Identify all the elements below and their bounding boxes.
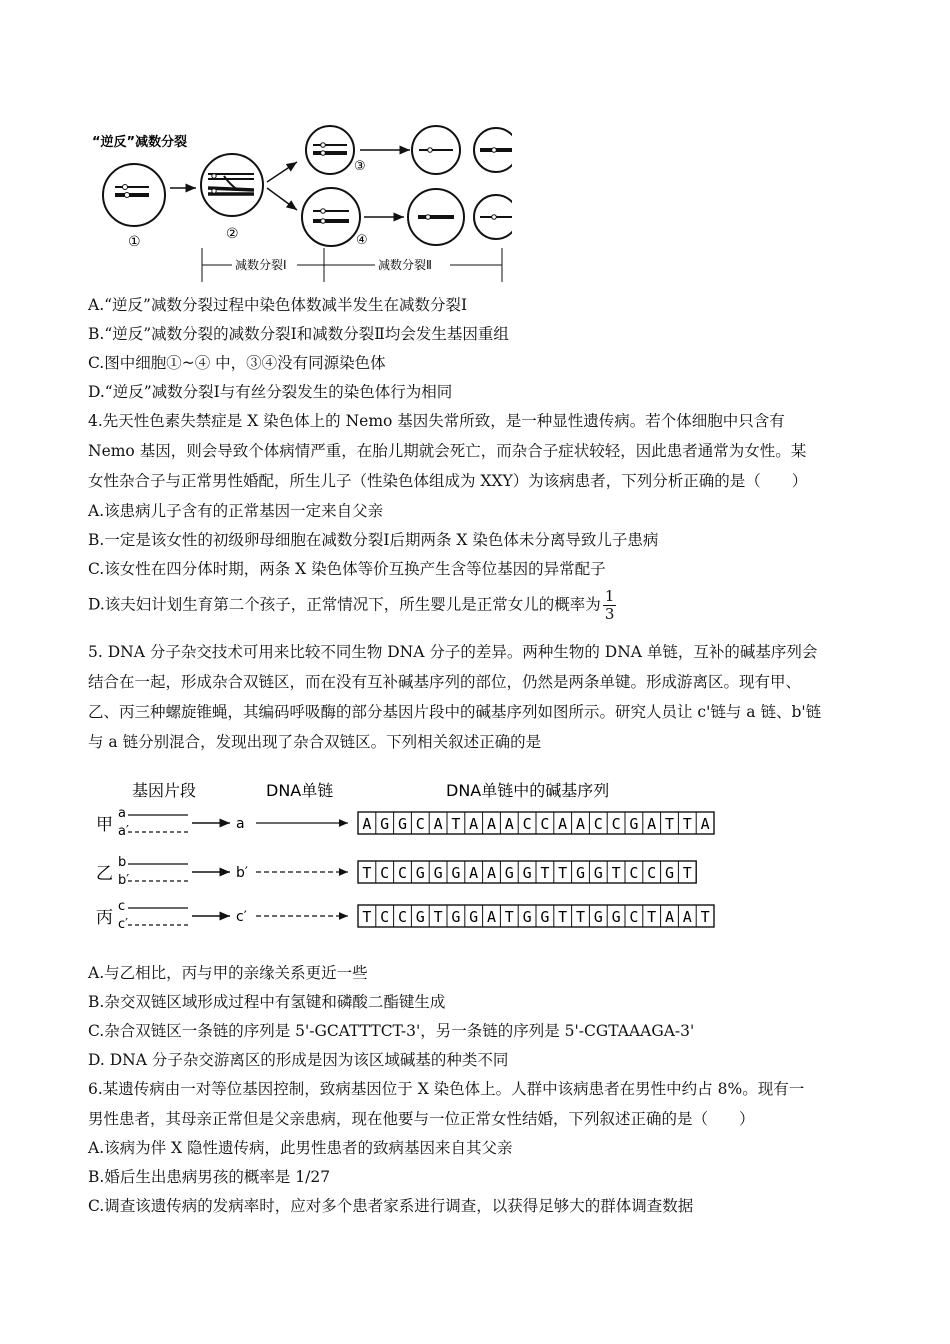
base-cell: C: [647, 864, 657, 882]
daughter-cell-4b: [474, 195, 512, 239]
base-cell: T: [700, 908, 710, 926]
base-cell: T: [558, 864, 568, 882]
base-cell: T: [558, 908, 568, 926]
q5-stem-line-4: 与 a 链分别混合，发现出现了杂合双链区。下列相关叙述正确的是: [88, 733, 542, 751]
q4-stem-line-2: Nemo 基因，则会导致个体病情严重，在胎儿期就会死亡，而杂合子症状较轻，因此患者通常为女性。某: [88, 442, 807, 460]
gene-bottom-strand-label: a′: [118, 824, 129, 839]
base-cell: T: [433, 908, 443, 926]
fraction-one-third: [603, 588, 617, 623]
base-cell: A: [575, 815, 586, 833]
species-label: 乙: [96, 864, 113, 884]
q4-option-a: A.该患病儿子含有的正常基因一定来自父亲: [88, 502, 384, 520]
base-cell: G: [540, 908, 550, 926]
base-cell: C: [629, 864, 639, 882]
base-cell: A: [486, 908, 497, 926]
q4-option-d: [88, 588, 616, 623]
base-cell: T: [451, 815, 461, 833]
gene-bottom-strand-label: c′: [118, 917, 129, 932]
q5-stem-line-2: 结合在一起，形成杂合双链区，而在没有互补碱基序列的部位，仍然是两条单键。形成游离区。现有甲、: [88, 673, 802, 691]
q5-stem-line-3: 乙、丙三种螺旋锥蝇，其编码呼吸酶的部分基因片段中的碱基序列如图所示。研究人员让 c'链与 a 链、b'链: [88, 703, 822, 721]
base-cell: G: [575, 864, 586, 882]
stage-meiosis-2: 减数分裂Ⅱ: [378, 258, 432, 272]
q4-option-b: B.一定是该女性的初级卵母细胞在减数分裂Ⅰ后期两条 X 染色体未分离导致儿子患病: [88, 531, 659, 549]
header-gene-fragment: 基因片段: [132, 781, 197, 800]
q5-option-c: C.杂合双链区一条链的序列是 5'-GCATTTCT-3'，另一条链的序列是 5'-CGTAAAGA-3': [88, 1022, 695, 1040]
base-cell: A: [504, 815, 514, 833]
base-cell: A: [433, 815, 443, 833]
q5-stem-line-1: 5. DNA 分子杂交技术可用来比较不同生物 DNA 分子的差异。两种生物的 DNA 单链，互补的碱基序列会: [88, 643, 818, 661]
base-cell: T: [362, 864, 372, 882]
reverse-meiosis-diagram: [92, 120, 512, 285]
q4-option-d-text: D.该夫妇计划生育第二个孩子，正常情况下，所生婴儿是正常女儿的概率为: [88, 595, 601, 614]
cell-4-label: ④: [356, 233, 368, 248]
base-cell: A: [682, 908, 692, 926]
q6-stem-line-2: 男性患者，其母亲正常但是父亲患病，现在他要与一位正常女性结婚，下列叙述正确的是（ ）: [88, 1110, 755, 1128]
base-cell: G: [593, 908, 603, 926]
gene-top-strand-label: c: [118, 899, 126, 914]
cell-1-label: ①: [128, 234, 141, 250]
strand-name: c′: [236, 909, 247, 925]
base-cell: G: [451, 908, 461, 926]
base-cell: G: [664, 864, 675, 882]
gene-top-strand-label: a: [118, 806, 126, 821]
q4-stem-line-1: 4.先天性色素失禁症是 X 染色体上的 Nemo 基因失常所致，是一种显性遗传病。若个体细胞中只含有: [88, 412, 785, 430]
base-cell: A: [558, 815, 568, 833]
fraction-numerator: 1: [604, 587, 615, 605]
q4-stem-line-3: 女性杂合子与正常男性婚配，所生儿子（性染色体组成为 XXY）为该病患者，下列分析正确的是（ ）: [88, 472, 808, 490]
species-label: 甲: [96, 815, 113, 835]
q4-option-c: C.该女性在四分体时期，两条 X 染色体等价互换产生含等位基因的异常配子: [88, 560, 606, 578]
base-cell: T: [682, 815, 692, 833]
daughter-cell-3a: [412, 126, 460, 174]
q3-option-c: C.图中细胞①~④ 中，③④没有同源染色体: [88, 354, 386, 372]
base-cell: G: [593, 864, 603, 882]
base-cell: A: [486, 815, 497, 833]
base-cell: A: [664, 908, 675, 926]
fraction-denominator: 3: [604, 605, 615, 623]
base-cell: G: [469, 908, 479, 926]
cell-1: [103, 164, 165, 226]
q6-option-a: A.该病为伴 X 隐性遗传病，此男性患者的致病基因来自其父亲: [88, 1139, 513, 1157]
base-cell: G: [522, 864, 532, 882]
dna-sequence-figure: [96, 776, 736, 936]
base-cell: C: [540, 815, 550, 833]
base-cell: T: [664, 815, 675, 833]
header-base-sequence: DNA单链中的碱基序列: [446, 781, 610, 800]
cell-4: [302, 188, 360, 246]
base-cell: A: [469, 815, 479, 833]
base-cell: G: [380, 815, 390, 833]
gene-top-strand-label: b: [118, 855, 127, 870]
cell-2: [201, 154, 263, 216]
q3-option-a: A.“逆反”减数分裂过程中染色体数减半发生在减数分裂Ⅰ: [88, 296, 468, 314]
species-label: 丙: [96, 908, 113, 928]
cell-2-label: ②: [226, 226, 239, 242]
base-cell: C: [593, 815, 603, 833]
base-cell: C: [629, 908, 639, 926]
base-cell: A: [647, 815, 657, 833]
base-cell: G: [504, 864, 514, 882]
base-cell: T: [611, 864, 621, 882]
base-cell: A: [486, 864, 497, 882]
base-cell: G: [415, 908, 425, 926]
stage-meiosis-1: 减数分裂Ⅰ: [235, 258, 287, 272]
cell-3-label: ③: [354, 159, 366, 174]
q6-stem-line-1: 6.某遗传病由一对等位基因控制，致病基因位于 X 染色体上。人群中该病患者在男性中约占 8%。现有一: [88, 1080, 805, 1098]
base-cell: G: [433, 864, 443, 882]
base-cell: C: [415, 815, 425, 833]
base-cell: G: [629, 815, 639, 833]
daughter-cell-4a: [408, 189, 464, 245]
strand-name: b′: [236, 865, 249, 881]
base-cell: G: [611, 908, 621, 926]
base-cell: C: [380, 908, 390, 926]
header-dna-strand: DNA单链: [266, 781, 334, 800]
base-cell: A: [362, 815, 372, 833]
daughter-cell-3b: [474, 128, 512, 172]
base-cell: T: [362, 908, 372, 926]
base-cell: T: [575, 908, 586, 926]
q3-option-d: D.“逆反”减数分裂Ⅰ与有丝分裂发生的染色体行为相同: [88, 383, 453, 401]
q3-option-b: B.“逆反”减数分裂的减数分裂Ⅰ和减数分裂Ⅱ均会发生基因重组: [88, 325, 509, 343]
q5-option-b: B.杂交双链区域形成过程中有氢键和磷酸二酯键生成: [88, 993, 446, 1011]
base-cell: A: [700, 815, 710, 833]
q6-option-b: B.婚后生出患病男孩的概率是 1/27: [88, 1168, 331, 1186]
base-cell: C: [380, 864, 390, 882]
base-cell: C: [397, 864, 408, 882]
base-cell: T: [647, 908, 657, 926]
cell-3: [306, 126, 354, 174]
gene-bottom-strand-label: b′: [118, 873, 130, 888]
base-cell: C: [522, 815, 532, 833]
base-cell: C: [397, 908, 408, 926]
base-cell: G: [397, 815, 408, 833]
base-cell: G: [415, 864, 425, 882]
base-cell: C: [611, 815, 621, 833]
q6-option-c: C.调查该遗传病的发病率时，应对多个患者家系进行调查，以获得足够大的群体调查数据: [88, 1197, 694, 1215]
base-cell: T: [504, 908, 514, 926]
base-cell: T: [682, 864, 692, 882]
strand-name: a: [236, 816, 245, 832]
base-cell: T: [540, 864, 550, 882]
q5-option-d: D. DNA 分子杂交游离区的形成是因为该区域碱基的种类不同: [88, 1051, 509, 1069]
q5-option-a: A.与乙相比，丙与甲的亲缘关系更近一些: [88, 964, 368, 982]
base-cell: G: [451, 864, 461, 882]
base-cell: G: [522, 908, 532, 926]
base-cell: A: [469, 864, 479, 882]
fig1-title: “逆反”减数分裂: [92, 135, 188, 150]
